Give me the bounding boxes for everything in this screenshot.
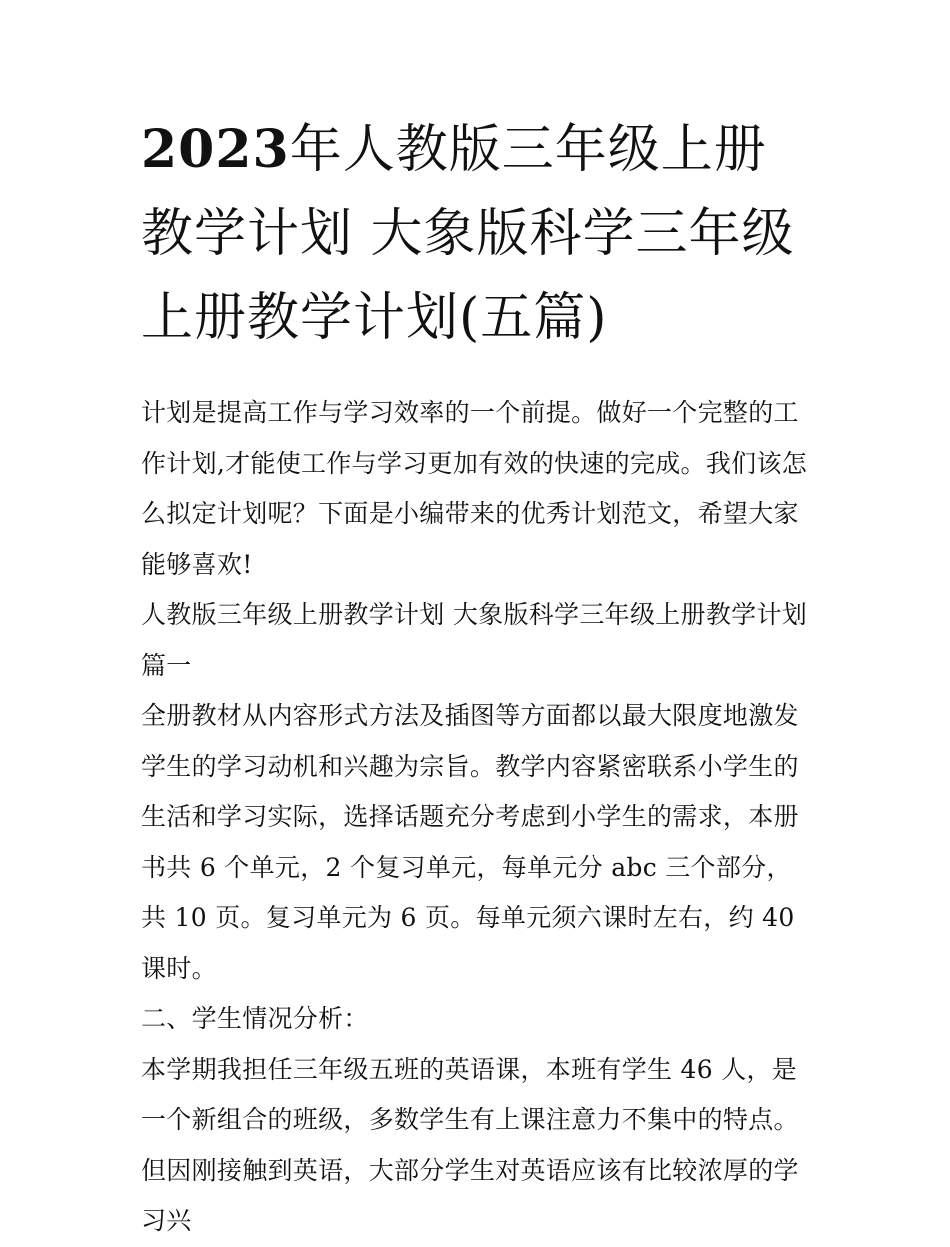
section-heading-2: 二、学生情况分析： xyxy=(141,1004,369,1033)
student-analysis-paragraph: 本学期我担任三年级五班的英语课，本班有学生 46 人，是一个新组合的班级，多数学生有上课注意力不集中的特点。但因刚接触到英语，大部分学生对英语应该有比较浓厚的学习兴 xyxy=(141,1054,799,1235)
intro-paragraph: 计划是提高工作与学习效率的一个前提。做好一个完整的工作计划,才能使工作与学习更加有效的快速的完成。我们该怎么拟定计划呢？下面是小编带来的优秀计划范文，希望大家能够喜欢! xyxy=(141,398,808,579)
document-body xyxy=(141,108,813,1247)
section-heading-1: 人教版三年级上册教学计划 大象版科学三年级上册教学计划篇一 xyxy=(141,600,808,680)
document-title xyxy=(141,108,813,360)
title-year: 2023 xyxy=(141,119,290,180)
title-text: 年人教版三年级上册教学计划 大象版科学三年级上册教学计划(五篇) xyxy=(141,120,795,348)
textbook-paragraph: 全册教材从内容形式方法及插图等方面都以最大限度地激发学生的学习动机和兴趣为宗旨。教学内容紧密联系小学生的生活和学习实际，选择话题充分考虑到小学生的需求，本册书共 6 个单元，2 个复习单元，每单元分 abc 三个部分，共 10 页。复习单元为 6 页。每单元须六课时左右，约 40 课时。 xyxy=(141,701,799,983)
